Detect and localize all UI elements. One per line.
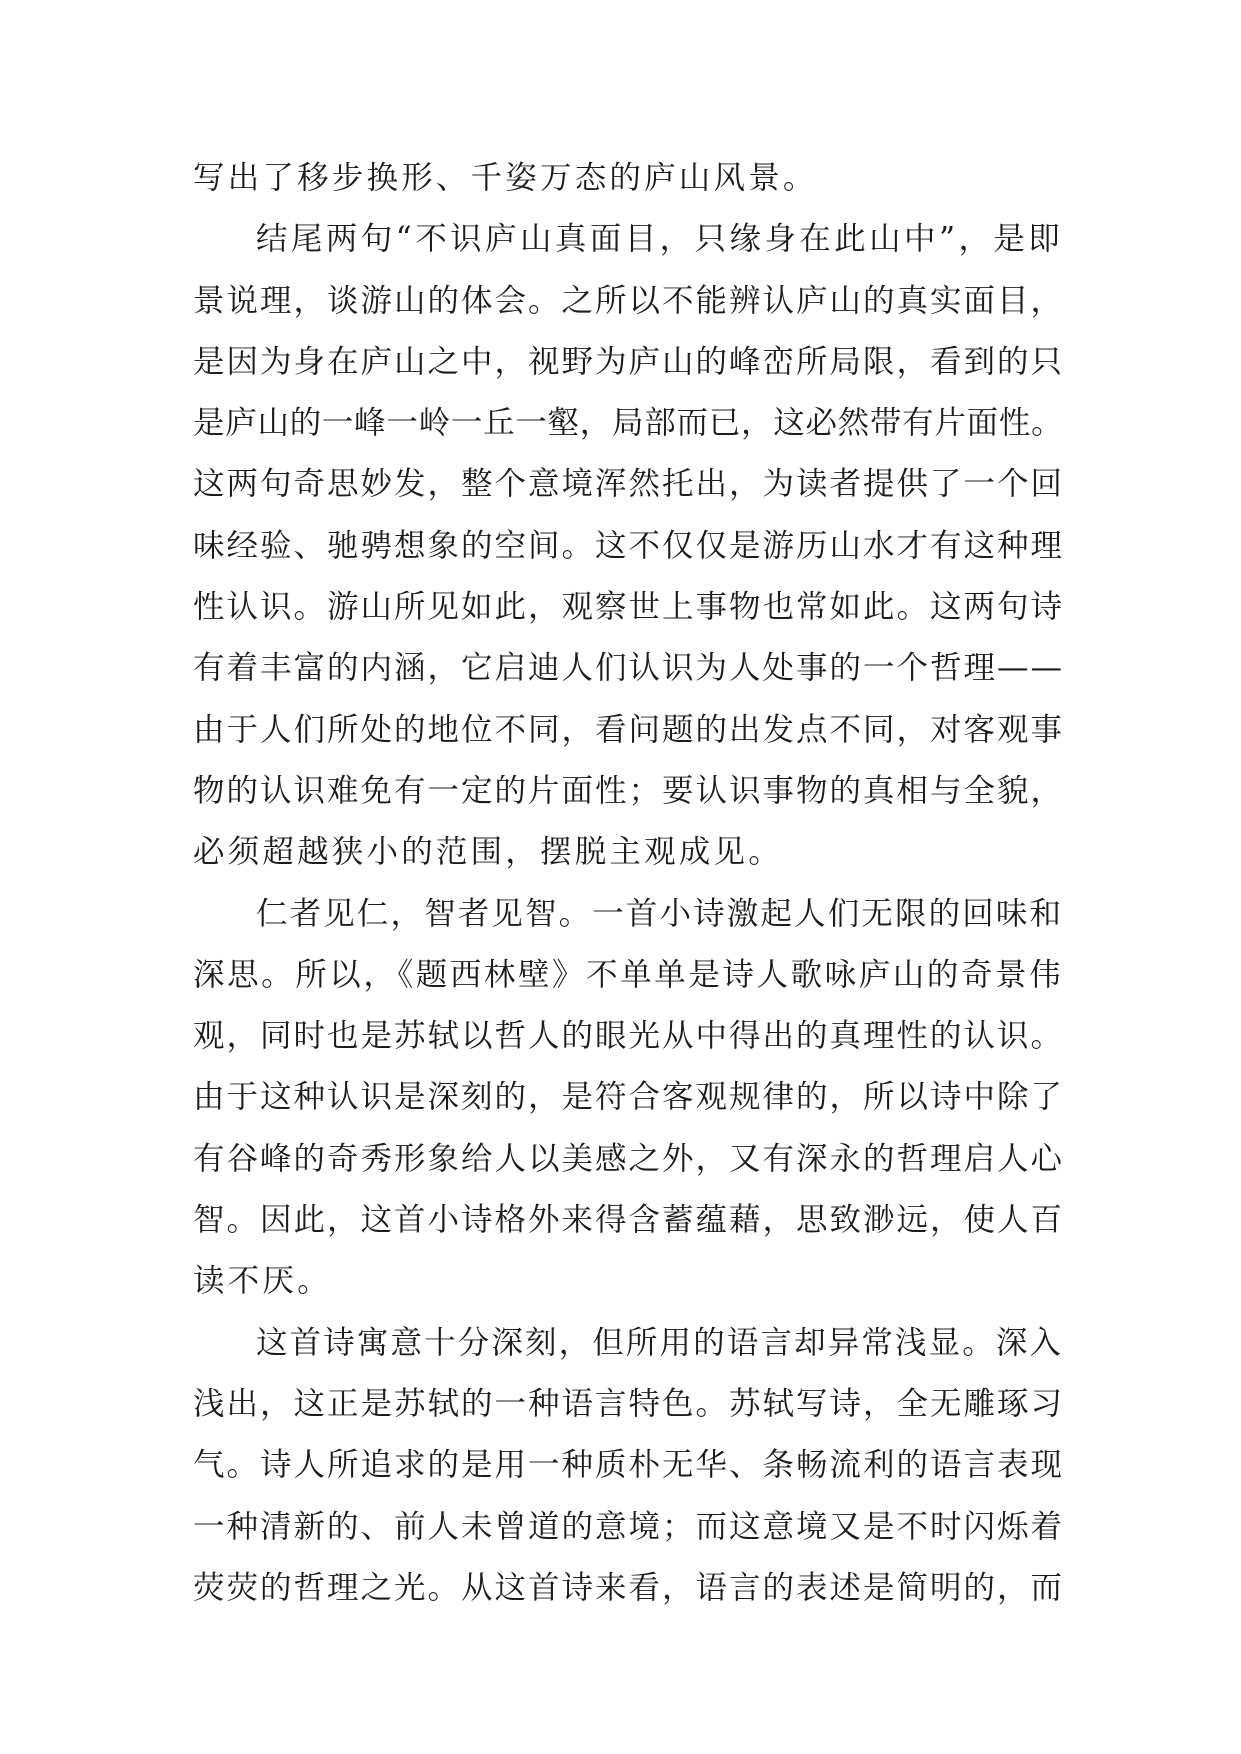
text-line: 写出了移步换形、千姿万态的庐山风景。 [193, 160, 818, 196]
text-line: 味经验、驰骋想象的空间。这不仅仅是游历山水才有这种理 [193, 527, 1065, 564]
text-line: 是庐山的一峰一岭一丘一壑，局部而已，这必然带有片面性。 [193, 405, 1063, 442]
text-line: 是因为身在庐山之中，视野为庐山的峰峦所局限，看到的只 [193, 343, 1065, 380]
text-line: 性认识。游山所见如此，观察世上事物也常如此。这两句诗 [193, 589, 1065, 626]
text-line: 仁者见仁，智者见智。一首小诗激起人们无限的回味和 [256, 895, 1063, 932]
text-line: 气。诗人所追求的是用一种质朴无华、条畅流利的语言表现 [193, 1447, 1065, 1484]
text-line: 浅出，这正是苏轼的一种语言特色。苏轼写诗，全无雕琢习 [193, 1385, 1065, 1422]
text-line: 读不厌。 [193, 1263, 332, 1300]
text-line: 这两句奇思妙发，整个意境浑然托出，为读者提供了一个回 [193, 466, 1065, 503]
text-line: 荧荧的哲理之光。从这首诗来看，语言的表述是简明的，而 [193, 1569, 1065, 1606]
text-line: 景说理，谈游山的体会。之所以不能辨认庐山的真实面目， [193, 282, 1065, 319]
text-line: 物的认识难免有一定的片面性；要认识事物的真相与全貌， [193, 772, 1065, 809]
text-line: 结尾两句“不识庐山真面目，只缘身在此山中”，是即 [256, 221, 1063, 258]
document-body [193, 148, 1063, 1619]
text-line: 这首诗寓意十分深刻，但所用的语言却异常浅显。深入 [256, 1324, 1063, 1361]
text-line: 智。因此，这首小诗格外来得含蓄蕴藉，思致渺远，使人百 [193, 1202, 1065, 1239]
text-line: 由于人们所处的地位不同，看问题的出发点不同，对客观事 [193, 711, 1065, 748]
text-line: 观，同时也是苏轼以哲人的眼光从中得出的真理性的认识。 [193, 1018, 1065, 1055]
text-line: 深思。所以，《题西林壁》不单单是诗人歌咏庐山的奇景伟 [193, 956, 1063, 993]
text-line: 必须超越狭小的范围，摆脱主观成见。 [193, 834, 783, 871]
text-line: 由于这种认识是深刻的，是符合客观规律的，所以诗中除了 [193, 1079, 1065, 1116]
text-line: 有着丰富的内涵，它启迪人们认识为人处事的一个哲理—— [193, 650, 1065, 687]
text-line: 一种清新的、前人未曾道的意境；而这意境又是不时闪烁着 [193, 1508, 1065, 1545]
text-line: 有谷峰的奇秀形象给人以美感之外，又有深永的哲理启人心 [193, 1140, 1065, 1177]
